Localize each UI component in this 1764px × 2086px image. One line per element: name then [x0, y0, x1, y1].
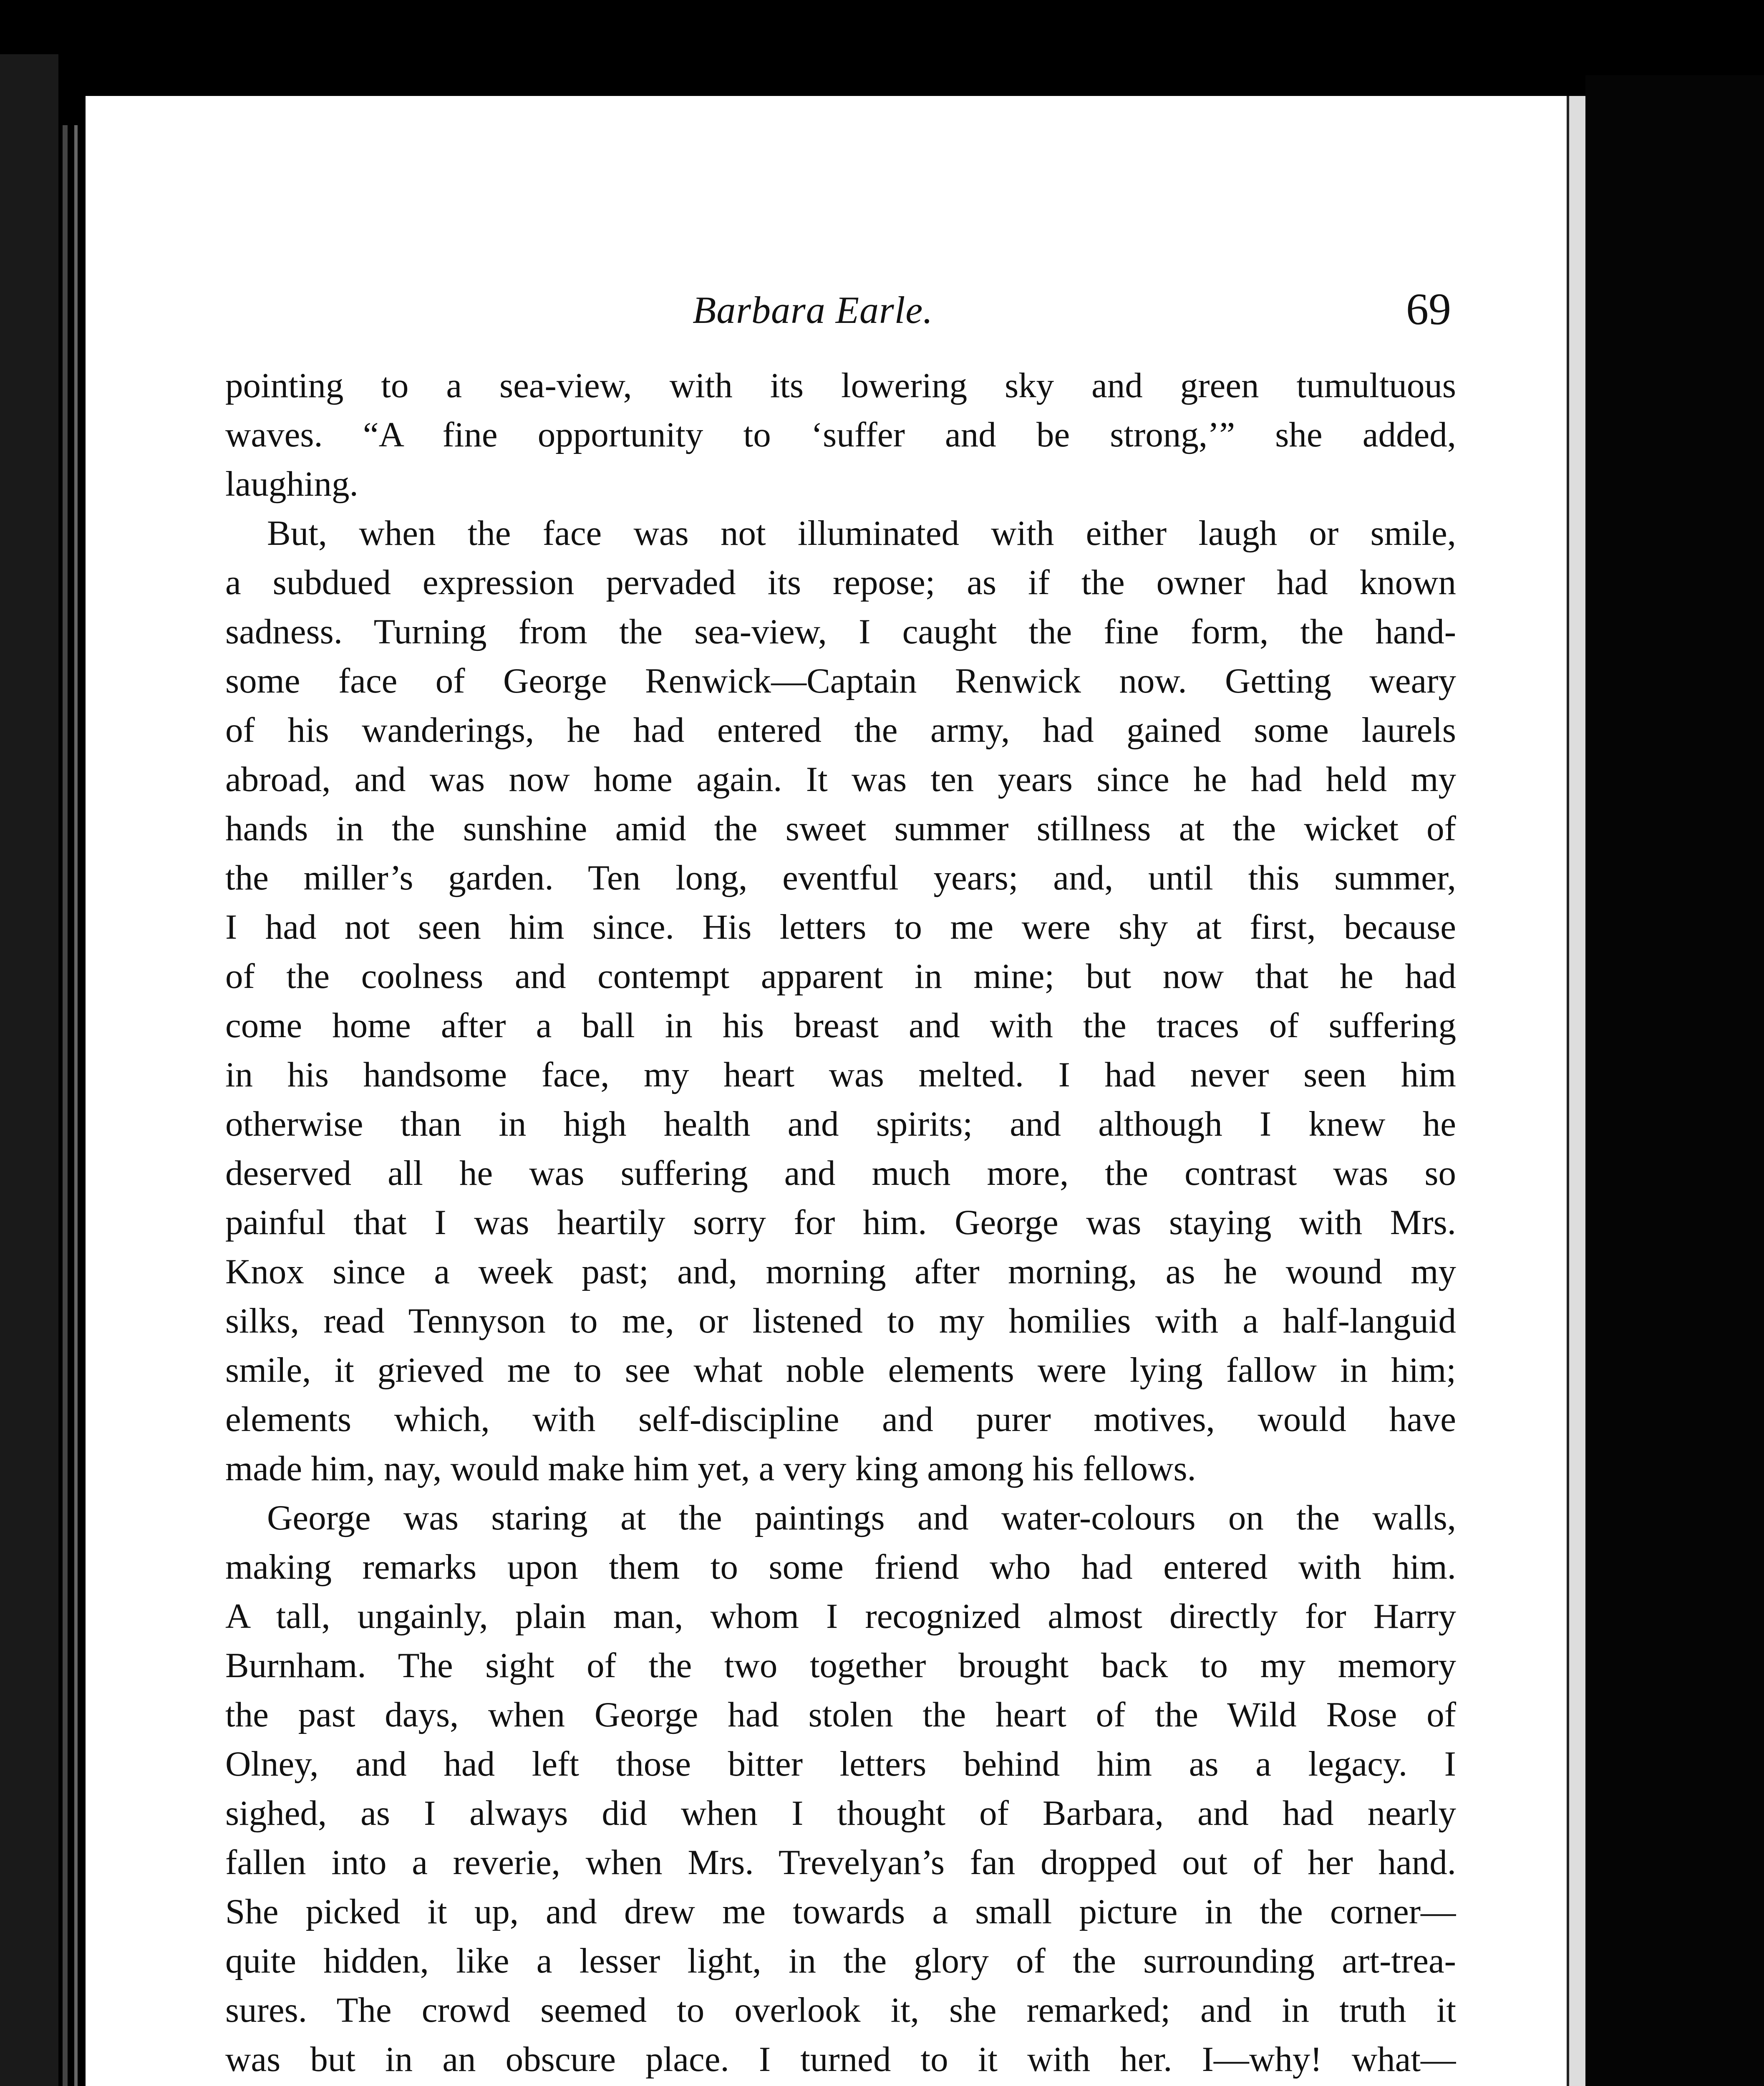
- text-line: pointing to a sea-view, with its lowering sky and green tumultuous: [225, 366, 1456, 405]
- text-line: of his wanderings, he had entered the army, had gained some laurels: [225, 710, 1456, 750]
- scan-right-border: [1585, 75, 1764, 2086]
- text-line: made him, nay, would make him yet, a very king among his fellows.: [225, 1449, 1196, 1488]
- text-line: a subdued expression pervaded its repose; as if the owner had known: [225, 563, 1456, 602]
- text-line: George was staring at the paintings and water-colours on the walls,: [267, 1498, 1456, 1537]
- text-line: painful that I was heartily sorry for him. George was staying with Mrs.: [225, 1203, 1456, 1242]
- text-line: deserved all he was suffering and much more, the contrast was so: [225, 1154, 1456, 1193]
- text-line: waves. “A fine opportunity to ‘suffer and be strong,’” she added,: [225, 415, 1456, 454]
- book-gutter-edge: [63, 125, 68, 2086]
- text-line: laughing.: [225, 464, 358, 504]
- scan-left-border: [0, 54, 58, 2086]
- text-line: [225, 2084, 1456, 2086]
- text-line: the past days, when George had stolen the heart of the Wild Rose of: [225, 1695, 1456, 1734]
- text-line: I had not seen him since. His letters to me were shy at first, because: [225, 907, 1456, 947]
- text-line: Olney, and had left those bitter letters behind him as a legacy. I: [225, 1744, 1456, 1784]
- text-line: Burnham. The sight of the two together brought back to my memory: [225, 1646, 1456, 1685]
- text-line: was but in an obscure place. I turned to it with her. I—why! what—: [225, 2040, 1456, 2079]
- text-line: sures. The crowd seemed to overlook it, she remarked; and in truth it: [225, 1990, 1456, 2030]
- text-line: the miller’s garden. Ten long, eventful years; and, until this summer,: [225, 858, 1456, 897]
- scan-top-border: [0, 0, 1764, 54]
- text-line: Knox since a week past; and, morning after morning, as he wound my: [225, 1252, 1456, 1291]
- text-line: abroad, and was now home again. It was ten years since he had held my: [225, 760, 1456, 799]
- text-line: in his handsome face, my heart was melted. I had never seen him: [225, 1055, 1456, 1094]
- text-line: She picked it up, and drew me towards a small picture in the corner—: [225, 1892, 1456, 1931]
- text-line: otherwise than in high health and spirits; and although I knew he: [225, 1104, 1456, 1144]
- text-line: making remarks upon them to some friend who had entered with him.: [225, 1547, 1456, 1587]
- running-head: Barbara Earle.: [693, 289, 933, 331]
- text-line: come home after a ball in his breast and with the traces of suffering: [225, 1006, 1456, 1045]
- text-line: of the coolness and contempt apparent in mine; but now that he had: [225, 957, 1456, 996]
- page-fore-edge: [1567, 96, 1585, 2086]
- text-line: A tall, ungainly, plain man, whom I recognized almost directly for Harry: [225, 1597, 1456, 1636]
- text-line: some face of George Renwick—Captain Renwick now. Getting weary: [225, 661, 1456, 700]
- text-line: hands in the sunshine amid the sweet summer stillness at the wicket of: [225, 809, 1456, 848]
- text-line: quite hidden, like a lesser light, in the glory of the surrounding art-trea-: [225, 1941, 1456, 1980]
- text-line: smile, it grieved me to see what noble elements were lying fallow in him;: [225, 1350, 1456, 1390]
- book-gutter-edge-inner: [74, 125, 78, 2086]
- page-number: 69: [1406, 285, 1451, 334]
- text-line: elements which, with self-discipline and purer motives, would have: [225, 1400, 1456, 1439]
- text-line: But, when the face was not illuminated with either laugh or smile,: [267, 514, 1456, 553]
- text-line: fallen into a reverie, when Mrs. Trevelyan’s fan dropped out of her hand.: [225, 1843, 1456, 1882]
- text-line: sadness. Turning from the sea-view, I caught the fine form, the hand-: [225, 612, 1456, 651]
- body-text: [225, 361, 1456, 2086]
- text-line: sighed, as I always did when I thought of Barbara, and had nearly: [225, 1794, 1456, 1833]
- page-edge-line: [1567, 96, 1569, 2086]
- text-line: silks, read Tennyson to me, or listened to my homilies with a half-languid: [225, 1301, 1456, 1340]
